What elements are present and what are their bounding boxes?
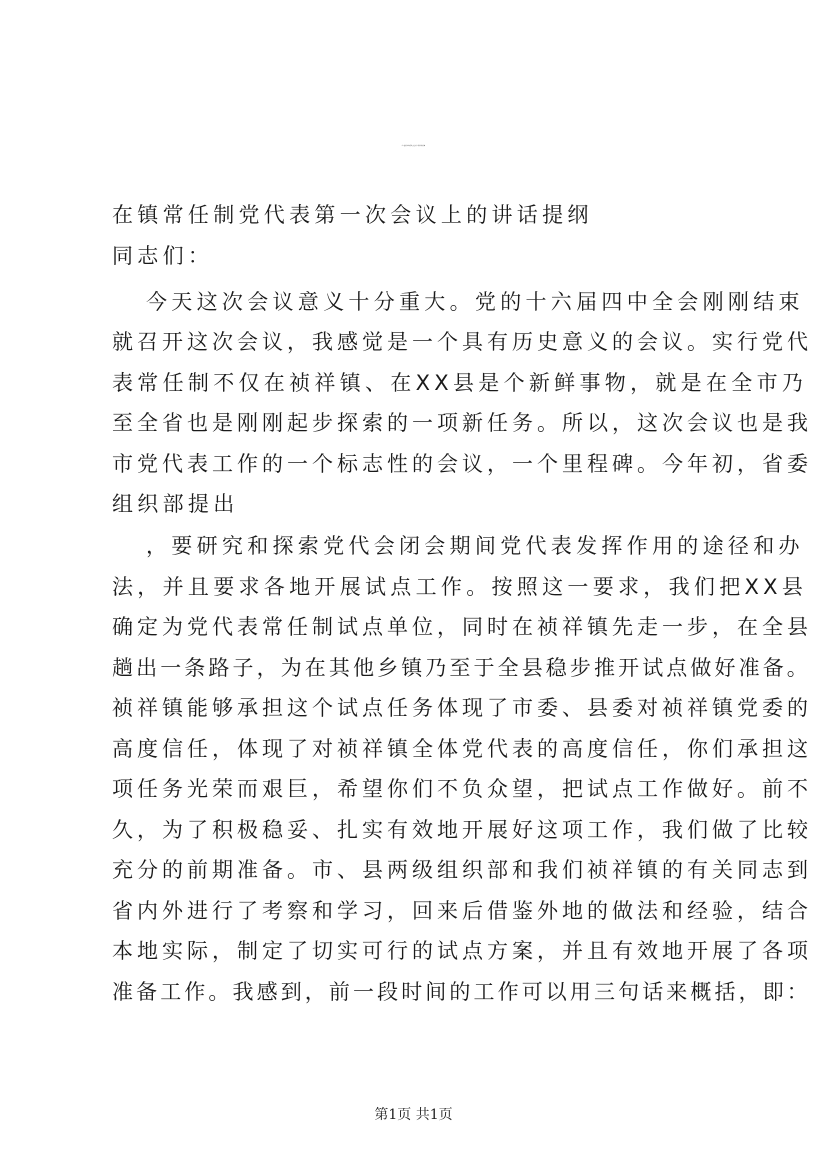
paragraph-line: 项任务光荣而艰巨，希望你们不负众望，把试点工作做好。前不 [112,777,812,801]
paragraph-line: ，要研究和探索党代会闭会期间党代表发挥作用的途径和办 [146,534,804,558]
paragraph-line: 法，并且要求各地开展试点工作。按照这一要求，我们把XX县 [112,575,808,599]
paragraph-line: 准备工作。我感到，前一段时间的工作可以用三句话来概括，即： [112,980,811,1004]
paragraph-line: 充分的前期准备。市、县两级组织部和我们祯祥镇的有关同志到 [112,858,812,882]
paragraph-line: 组织部提出 [112,492,239,516]
paragraph-line: 确定为党代表常任制试点单位，同时在祯祥镇先走一步，在全县 [112,615,812,639]
paragraph-line: 表常任制不仅在祯祥镇、在XX县是个新鲜事物，就是在全市乃 [112,371,808,395]
paragraph-line: 至全省也是刚刚起步探索的一项新任务。所以，这次会议也是我 [112,411,812,435]
paragraph-line: 市党代表工作的一个标志性的会议，一个里程碑。今年初，省委 [112,452,812,476]
paragraph-line: 趟出一条路子，为在其他乡镇乃至于全县稳步推开试点做好准备。 [112,656,811,680]
paragraph-line: 省内外进行了考察和学习，回来后借鉴外地的做法和经验，结合 [112,899,812,923]
paragraph-line: 本地实际，制定了切实可行的试点方案，并且有效地开展了各项 [112,939,812,963]
document-title: 在X镇常任制党代表会议上的讲话提纲 [401,146,426,147]
paragraph-line: 祯祥镇能够承担这个试点任务体现了市委、县委对祯祥镇党委的 [112,696,812,720]
paragraph-line: 久，为了积极稳妥、扎实有效地开展好这项工作，我们做了比较 [112,818,812,842]
paragraph-line: 就召开这次会议，我感觉是一个具有历史意义的会议。实行党代 [112,330,812,354]
paragraph-line: 高度信任，体现了对祯祥镇全体党代表的高度信任，你们承担这 [112,737,812,761]
document-subtitle: 在镇常任制党代表第一次会议上的讲话提纲 [112,203,593,227]
paragraph-line: 今天这次会议意义十分重大。党的十六届四中全会刚刚结束 [146,290,804,314]
page-number: 第1页 共1页 [374,1107,453,1123]
salutation: 同志们： [112,244,214,268]
